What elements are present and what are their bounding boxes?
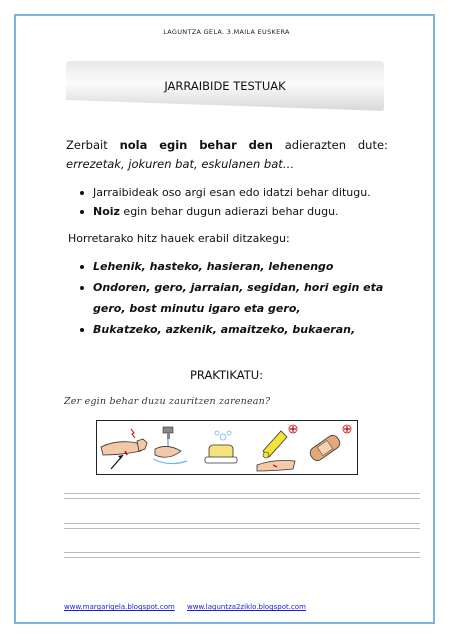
list-item (80, 183, 400, 202)
first-aid-steps-image (97, 421, 359, 476)
connectors-intro: Horretarako hitz hauek erabil ditzakegu: (68, 232, 290, 245)
soap-icon (205, 431, 237, 463)
intro-paragraph (66, 136, 388, 174)
list-item: Bukatzeko, azkenik, amaitzeko, bukaeran, (80, 319, 400, 340)
bandage-icon (308, 425, 351, 463)
footer-link-margarigela[interactable]: www.margarigela.blogspot.com (64, 603, 175, 611)
intro-word: Zerbait (66, 138, 108, 152)
footer-link-laguntza[interactable]: www.laguntza2ziklo.blogspot.com (187, 603, 306, 611)
list-item-bold: Noiz (93, 205, 120, 218)
list-item-text: Jarraibideak oso argi esan edo idatzi behar ditugu. (93, 186, 371, 199)
rules-list (80, 183, 400, 221)
intro-word-bold: nola (119, 138, 148, 152)
injured-arm-icon (101, 429, 147, 469)
practice-title: PRAKTIKATU: (189, 368, 264, 382)
intro-word-bold: den (248, 138, 273, 152)
footer-links (64, 603, 316, 611)
list-item-text: egin behar dugun adierazi behar dugu. (119, 205, 339, 218)
writing-line[interactable] (64, 523, 420, 529)
intro-word-bold: behar (199, 138, 237, 152)
list-item: Ondoren, gero, jarraian, segidan, hori egin eta gero, bost minutu igaro eta gero, (80, 277, 400, 319)
page-title: JARRAIBIDE TESTUAK (164, 79, 286, 93)
disinfectant-icon (257, 425, 297, 471)
connectors-list (80, 256, 400, 340)
intro-word: adierazten (284, 138, 347, 152)
page-header: LAGUNTZA GELA. 3.MAILA EUSKERA (163, 28, 290, 36)
wash-wound-icon (153, 427, 187, 464)
writing-line[interactable] (64, 493, 420, 499)
list-item (80, 202, 400, 221)
intro-word: dute: (357, 138, 388, 152)
list-item: Lehenik, hasteko, hasieran, lehenengo (80, 256, 400, 277)
intro-line-2: errezetak, jokuren bat, eskulanen bat… (66, 157, 295, 171)
writing-line[interactable] (64, 552, 420, 558)
intro-word-bold: egin (159, 138, 188, 152)
practice-question: Zer egin behar duzu zauritzen zarenean? (64, 396, 271, 407)
first-aid-illustration (96, 420, 358, 475)
intro-line-1 (66, 136, 388, 155)
